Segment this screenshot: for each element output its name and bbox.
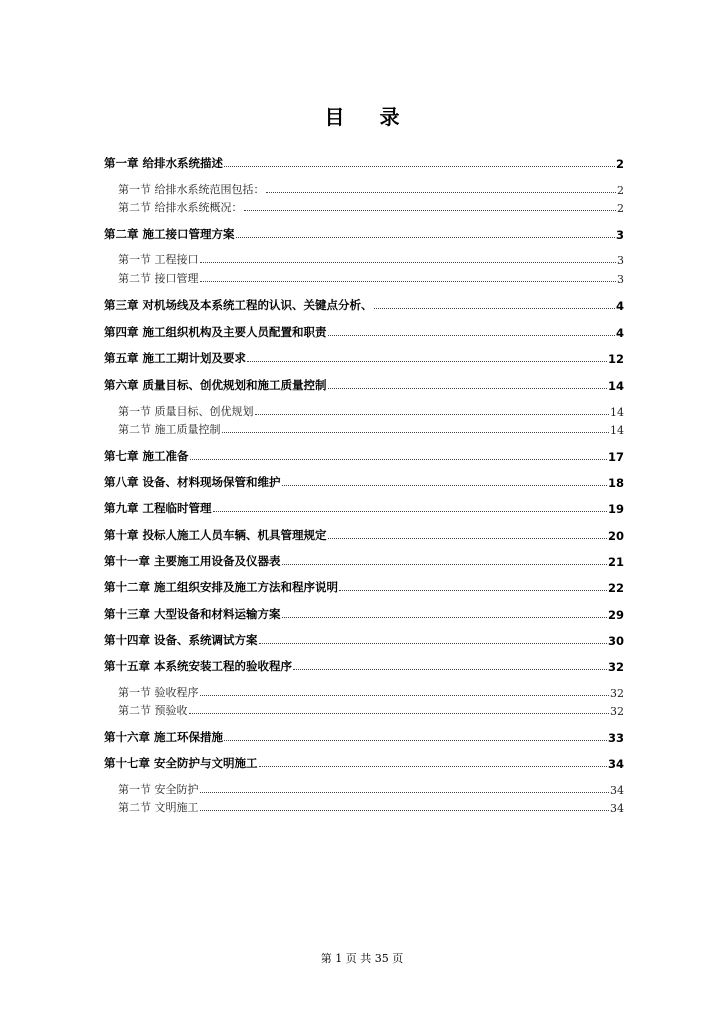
toc-section-entry[interactable] bbox=[118, 417, 624, 437]
toc-section-entry[interactable] bbox=[118, 795, 624, 815]
toc-section-entry[interactable] bbox=[118, 680, 624, 700]
toc-section-entry[interactable] bbox=[118, 266, 624, 286]
toc-entry-label: 第十章 投标人施工人员车辆、机具管理规定 bbox=[104, 528, 327, 542]
toc-page-number: 29 bbox=[607, 608, 624, 622]
toc-entry-label: 第十六章 施工环保措施 bbox=[104, 730, 224, 744]
toc-page-number: 14 bbox=[607, 379, 624, 393]
toc-chapter-entry[interactable] bbox=[104, 575, 624, 595]
toc-chapter-entry[interactable] bbox=[104, 373, 624, 393]
toc-entry-label: 第七章 施工准备 bbox=[104, 449, 189, 463]
toc-leader-dots bbox=[293, 669, 607, 670]
toc-leader-dots bbox=[328, 335, 615, 336]
toc-chapter-entry[interactable] bbox=[104, 628, 624, 648]
toc-chapter-entry[interactable] bbox=[104, 725, 624, 745]
toc-page-number: 30 bbox=[607, 634, 624, 648]
toc-page-number: 32 bbox=[610, 687, 624, 700]
toc-chapter-entry[interactable] bbox=[104, 654, 624, 674]
toc-page-number: 14 bbox=[610, 406, 624, 419]
toc-section-entry[interactable] bbox=[118, 247, 624, 267]
toc-entry-label: 第二节 接口管理 bbox=[118, 272, 199, 285]
toc-leader-dots bbox=[190, 459, 607, 460]
toc-chapter-entry[interactable] bbox=[104, 293, 624, 313]
toc-chapter-entry[interactable] bbox=[104, 222, 624, 242]
toc-entry-label: 第十五章 本系统安装工程的验收程序 bbox=[104, 659, 293, 673]
toc-page-number: 34 bbox=[607, 757, 624, 771]
toc-page-number: 32 bbox=[607, 660, 624, 674]
toc-page-number: 2 bbox=[617, 202, 624, 215]
toc-leader-dots bbox=[200, 792, 610, 793]
toc-entry-label: 第八章 设备、材料现场保管和维护 bbox=[104, 475, 281, 489]
toc-entry-label: 第二节 施工质量控制 bbox=[118, 423, 221, 436]
toc-section-entry[interactable] bbox=[118, 195, 624, 215]
toc-leader-dots bbox=[236, 237, 615, 238]
toc-leader-dots bbox=[259, 766, 607, 767]
toc-chapter-entry[interactable] bbox=[104, 470, 624, 490]
toc-leader-dots bbox=[339, 590, 607, 591]
toc-page-number: 3 bbox=[615, 228, 624, 242]
toc-page-number: 32 bbox=[610, 705, 624, 718]
toc-entry-label: 第二节 文明施工 bbox=[118, 801, 199, 814]
toc-leader-dots bbox=[374, 308, 615, 309]
toc-entry-label: 第四章 施工组织机构及主要人员配置和职责 bbox=[104, 325, 327, 339]
toc-section-entry[interactable] bbox=[118, 777, 624, 797]
toc-leader-dots bbox=[200, 281, 617, 282]
toc-leader-dots bbox=[200, 810, 610, 811]
toc-entry-label: 第一节 给排水系统范围包括： bbox=[118, 183, 265, 196]
toc-page-number: 20 bbox=[607, 529, 624, 543]
toc-leader-dots bbox=[224, 740, 607, 741]
toc-page-number: 18 bbox=[607, 476, 624, 490]
toc-page-number: 3 bbox=[617, 254, 624, 267]
toc-page-number: 4 bbox=[615, 326, 624, 340]
toc-section-entry[interactable] bbox=[118, 177, 624, 197]
toc-entry-label: 第五章 施工工期计划及要求 bbox=[104, 351, 247, 365]
toc-entry-label: 第一节 质量目标、创优规划 bbox=[118, 405, 254, 418]
toc-section-entry[interactable] bbox=[118, 698, 624, 718]
toc-entry-label: 第一节 验收程序 bbox=[118, 686, 199, 699]
page-title: 目 录 bbox=[324, 105, 414, 129]
toc-page-number: 2 bbox=[615, 157, 624, 171]
toc-leader-dots bbox=[328, 538, 607, 539]
toc-page-number: 21 bbox=[607, 555, 624, 569]
toc-leader-dots bbox=[222, 432, 610, 433]
toc-entry-label: 第十七章 安全防护与文明施工 bbox=[104, 756, 258, 770]
toc-leader-dots bbox=[282, 617, 607, 618]
toc-leader-dots bbox=[224, 166, 615, 167]
toc-entry-label: 第十一章 主要施工用设备及仪器表 bbox=[104, 554, 281, 568]
toc-chapter-entry[interactable] bbox=[104, 549, 624, 569]
toc-leader-dots bbox=[213, 511, 607, 512]
toc-entry-label: 第一节 工程接口 bbox=[118, 253, 199, 266]
toc-leader-dots bbox=[200, 262, 617, 263]
toc-leader-dots bbox=[189, 713, 610, 714]
toc-chapter-entry[interactable] bbox=[104, 602, 624, 622]
toc-page-number: 14 bbox=[610, 424, 624, 437]
toc-chapter-entry[interactable] bbox=[104, 496, 624, 516]
toc-leader-dots bbox=[255, 414, 610, 415]
toc-section-entry[interactable] bbox=[118, 399, 624, 419]
toc-chapter-entry[interactable] bbox=[104, 523, 624, 543]
toc-leader-dots bbox=[259, 643, 607, 644]
toc-page-number: 19 bbox=[607, 502, 624, 516]
toc-page-number: 17 bbox=[607, 450, 624, 464]
toc-entry-label: 第二节 预验收 bbox=[118, 704, 188, 717]
toc-entry-label: 第九章 工程临时管理 bbox=[104, 501, 212, 515]
toc-chapter-entry[interactable] bbox=[104, 346, 624, 366]
toc-entry-label: 第十四章 设备、系统调试方案 bbox=[104, 633, 258, 647]
page-footer: 第 1 页 共 35 页 bbox=[320, 952, 404, 965]
toc-page-number: 3 bbox=[617, 273, 624, 286]
toc-leader-dots bbox=[328, 388, 607, 389]
toc-chapter-entry[interactable] bbox=[104, 751, 624, 771]
toc-chapter-entry[interactable] bbox=[104, 444, 624, 464]
toc-leader-dots bbox=[282, 485, 607, 486]
toc-leader-dots bbox=[266, 192, 617, 193]
toc-page-number: 4 bbox=[615, 299, 624, 313]
toc-entry-label: 第十二章 施工组织安排及施工方法和程序说明 bbox=[104, 580, 339, 594]
toc-page-number: 22 bbox=[607, 581, 624, 595]
toc-entry-label: 第三章 对机场线及本系统工程的认识、关键点分析、 bbox=[104, 298, 373, 312]
toc-entry-label: 第二章 施工接口管理方案 bbox=[104, 227, 235, 241]
toc-entry-label: 第一章 给排水系统描述 bbox=[104, 156, 224, 170]
toc-entry-label: 第六章 质量目标、创优规划和施工质量控制 bbox=[104, 378, 327, 392]
toc-page-number: 2 bbox=[617, 184, 624, 197]
toc-page-number: 12 bbox=[607, 352, 624, 366]
toc-leader-dots bbox=[247, 361, 607, 362]
toc-page-number: 34 bbox=[610, 802, 624, 815]
toc-chapter-entry[interactable] bbox=[104, 151, 624, 171]
toc-leader-dots bbox=[244, 210, 617, 211]
toc-page-number: 33 bbox=[607, 731, 624, 745]
toc-chapter-entry[interactable] bbox=[104, 320, 624, 340]
toc-page-number: 34 bbox=[610, 784, 624, 797]
toc-leader-dots bbox=[282, 564, 607, 565]
toc-entry-label: 第一节 安全防护 bbox=[118, 783, 199, 796]
toc-entry-label: 第二节 给排水系统概况： bbox=[118, 201, 243, 214]
toc-leader-dots bbox=[200, 695, 610, 696]
toc-entry-label: 第十三章 大型设备和材料运输方案 bbox=[104, 607, 281, 621]
